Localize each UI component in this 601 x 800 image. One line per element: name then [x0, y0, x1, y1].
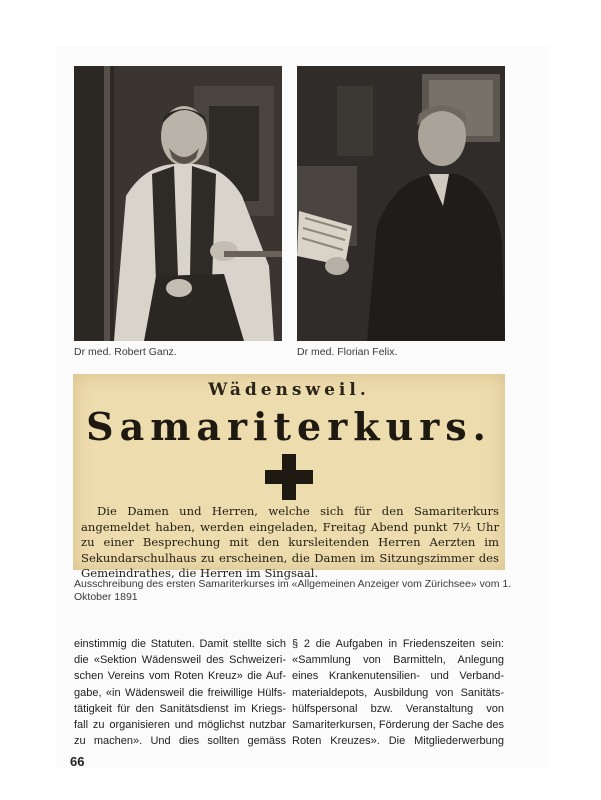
advert-town-heading: Wädensweil. — [208, 380, 370, 400]
text-line: materialdepots, Ausbildung von Sanitäts- — [292, 686, 504, 699]
text-line: Samariterkursen, Förderung der Sache des — [292, 719, 504, 732]
text-line: hülfspersonal bzw. Veranstaltung von — [292, 702, 504, 715]
text-line: einstimmig die Statuten. Damit stellte sich — [74, 638, 286, 650]
text-line: schen Vereins vom Roten Kreuz» die Auf- — [74, 670, 286, 683]
text-line: die «Sektion Wädensweil des Schweizeri- — [74, 654, 286, 667]
page-number: 66 — [70, 754, 85, 769]
photo-caption-felix: Dr med. Florian Felix. — [297, 346, 398, 358]
text-column-right — [292, 636, 504, 749]
red-cross-icon — [265, 454, 313, 500]
text-line: § 2 die Aufgaben in Friedenszeiten sein: — [292, 638, 504, 650]
text-line: Roten Kreuzes». Die Mitgliederwerbung — [292, 735, 504, 748]
text-line: gabe, «in Wädensweil die freiwillige Hülfs- — [74, 686, 286, 699]
portrait-photo-robert-ganz — [74, 66, 282, 341]
portrait-photo-florian-felix — [297, 66, 505, 341]
text-column-left — [74, 636, 286, 749]
text-line: eines Krankenutensilien- und Verband- — [292, 670, 504, 683]
text-line: fall zu organisieren und möglichst nutzbar — [74, 719, 286, 732]
newspaper-clipping — [73, 374, 505, 580]
text-line: «Sammlung von Barmitteln, Anlegung — [292, 654, 504, 667]
text-line: zu machen». Und dies sollten gemäss — [74, 735, 286, 748]
photo-caption-ganz: Dr med. Robert Ganz. — [74, 346, 177, 358]
advert-title: Samariterkurs. — [86, 404, 492, 449]
clipping-caption: Ausschreibung des ersten Samariterkurses im «Allgemeinen Anzeiger vom Zürichsee» vom 1. Oktober 1891 — [74, 578, 512, 603]
text-line: tätigkeit für den Sanitätsdienst im Kriegs- — [74, 702, 286, 715]
advert-body-text: Die Damen und Herren, welche sich für den Samariterkurs angemeldet haben, werden eingeladen, Freitag Abend punkt 7½ Uhr zu einer Besprechung mit den kursleitenden Herren Aerzten im Sekundarschulhaus zu erscheinen, die Damen im Sitzungszimmer des Gemeindrathes, die Herren im Singsaal. — [81, 504, 499, 580]
